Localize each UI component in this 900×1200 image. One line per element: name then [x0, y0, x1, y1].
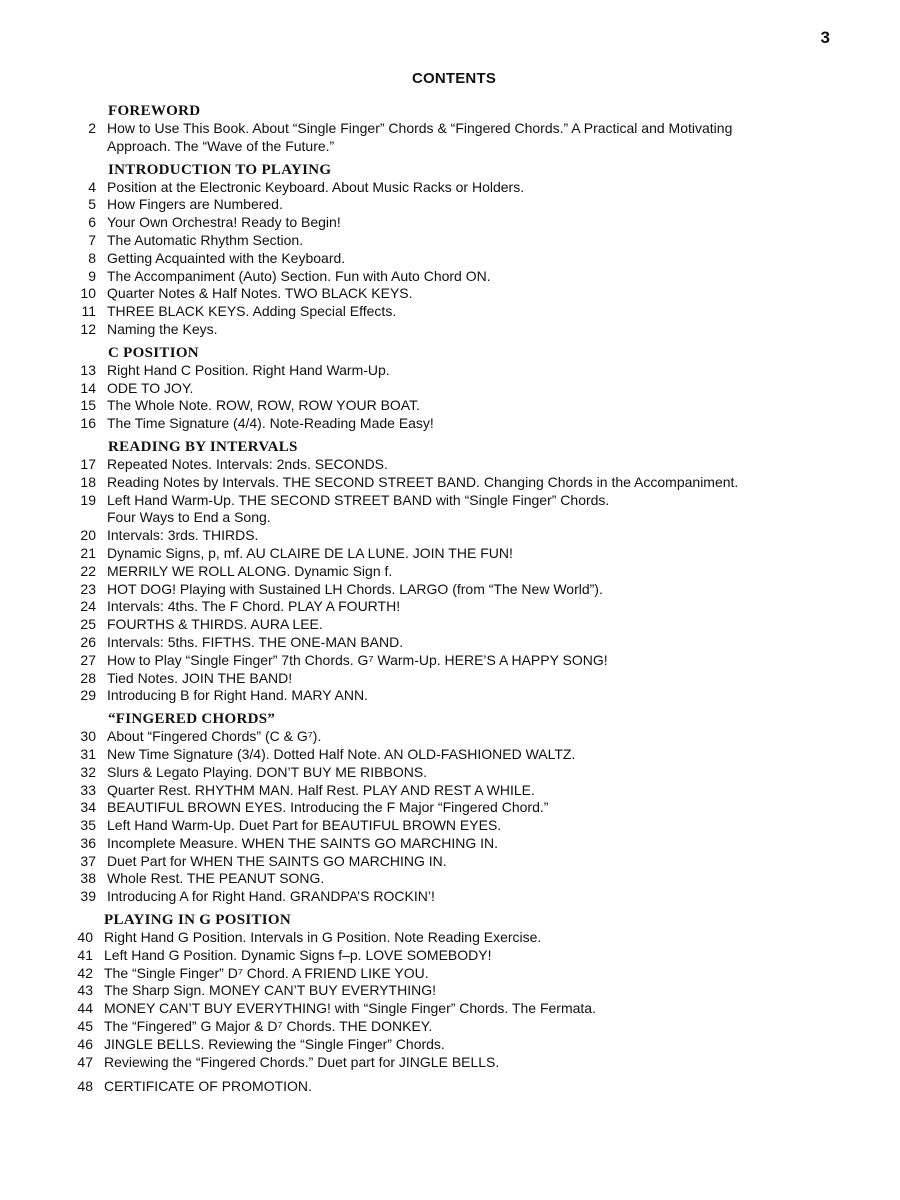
entry-page-number: 21 [80, 544, 96, 561]
toc-entry [0, 1036, 900, 1054]
toc-entry [0, 782, 900, 800]
entry-page-number: 11 [81, 303, 96, 320]
toc-entry [0, 232, 900, 250]
entry-text: The Automatic Rhythm Section. [107, 231, 304, 248]
entry-page-number: 32 [80, 763, 96, 780]
toc-entry [0, 397, 900, 415]
toc-entry [0, 196, 900, 214]
toc-section [0, 711, 900, 906]
toc-entry [0, 415, 900, 433]
entry-text: The “Single Finger” D⁷ Chord. A FRIEND LIKE YOU. [104, 964, 429, 981]
entry-page-number: 23 [80, 580, 96, 597]
toc-entry [0, 817, 900, 835]
entry-text: Quarter Rest. RHYTHM MAN. Half Rest. PLAY AND REST A WHILE. [107, 781, 535, 798]
entry-page-number: 33 [80, 781, 96, 798]
toc-entry [0, 380, 900, 398]
entry-text: Reviewing the “Fingered Chords.” Duet part for JINGLE BELLS. [104, 1053, 500, 1070]
page-number: 3 [820, 28, 830, 47]
entry-text: Slurs & Legato Playing. DON’T BUY ME RIBBONS. [107, 763, 428, 780]
entry-page-number: 38 [80, 870, 96, 887]
entry-page-number: 46 [77, 1035, 93, 1052]
toc-section [0, 103, 900, 156]
entry-page-number: 35 [80, 817, 96, 834]
entry-text: CERTIFICATE OF PROMOTION. [104, 1078, 312, 1095]
entry-page-number: 42 [77, 964, 93, 981]
entry-page-number: 22 [80, 562, 96, 579]
entry-text: The Whole Note. ROW, ROW, ROW YOUR BOAT. [107, 397, 420, 414]
toc-entry [0, 598, 900, 616]
toc-section [0, 912, 900, 1096]
entry-page-number: 44 [77, 1000, 93, 1017]
entry-page-number: 39 [80, 888, 96, 905]
entry-text: MONEY CAN’T BUY EVERYTHING! with “Single Finger” Chords. The Fermata. [104, 1000, 596, 1017]
section-heading: “FINGERED CHORDS” [108, 711, 276, 728]
entry-page-number: 7 [88, 231, 96, 248]
entry-page-number: 13 [80, 361, 96, 378]
toc-entry [0, 268, 900, 286]
toc-section [0, 345, 900, 433]
entry-text: Right Hand C Position. Right Hand Warm-Up. [107, 361, 390, 378]
entry-text: How Fingers are Numbered. [107, 196, 283, 213]
toc-entry [0, 652, 900, 670]
toc-entry [0, 888, 900, 906]
toc-entry [0, 670, 900, 688]
entry-text: Intervals: 3rds. THIRDS. [107, 527, 259, 544]
entry-page-number: 40 [77, 929, 93, 946]
toc-entry [0, 1054, 900, 1072]
entry-page-number: 18 [80, 473, 96, 490]
toc-entry [0, 965, 900, 983]
entry-page-number: 31 [80, 745, 96, 762]
toc-entry [0, 563, 900, 581]
entry-text: Your Own Orchestra! Ready to Begin! [107, 214, 341, 231]
entry-text: How to Play “Single Finger” 7th Chords. G⁷ Warm-Up. HERE’S A HAPPY SONG! [107, 651, 608, 668]
entry-text: HOT DOG! Playing with Sustained LH Chords. LARGO (from “The New World”). [107, 580, 603, 597]
entry-text: BEAUTIFUL BROWN EYES. Introducing the F Major “Fingered Chord.” [107, 799, 549, 816]
toc-entry [0, 634, 900, 652]
entry-text: Introducing B for Right Hand. MARY ANN. [107, 687, 368, 704]
entry-page-number: 16 [80, 415, 96, 432]
entry-text: How to Use This Book. About “Single Finger” Chords & “Fingered Chords.” A Practical and Motivating Approach. The “Wave of the Future.” [107, 120, 733, 154]
toc-entry [0, 616, 900, 634]
entry-text: Position at the Electronic Keyboard. About Music Racks or Holders. [107, 178, 525, 195]
entry-text: Right Hand G Position. Intervals in G Position. Note Reading Exercise. [104, 929, 542, 946]
entry-text: Reading Notes by Intervals. THE SECOND STREET BAND. Changing Chords in the Accompaniment. [107, 473, 739, 490]
entry-text: JINGLE BELLS. Reviewing the “Single Finger” Chords. [104, 1035, 445, 1052]
entry-text: Introducing A for Right Hand. GRANDPA’S ROCKIN’! [107, 888, 435, 905]
toc-entry [0, 1078, 900, 1096]
entry-text: Incomplete Measure. WHEN THE SAINTS GO MARCHING IN. [107, 834, 499, 851]
entry-text: Intervals: 4ths. The F Chord. PLAY A FOURTH! [107, 598, 401, 615]
toc-entry [0, 1000, 900, 1018]
section-heading: FOREWORD [108, 103, 201, 119]
entry-text: Repeated Notes. Intervals: 2nds. SECONDS. [107, 455, 388, 472]
toc-entry [0, 303, 900, 321]
toc-entry [0, 456, 900, 474]
toc-section [0, 439, 900, 705]
entry-text: FOURTHS & THIRDS. AURA LEE. [107, 616, 323, 633]
entry-page-number: 41 [77, 946, 93, 963]
entry-page-number: 2 [88, 120, 96, 136]
entry-page-number: 20 [80, 527, 96, 544]
toc-entry [0, 687, 900, 705]
entry-text: Left Hand Warm-Up. Duet Part for BEAUTIFUL BROWN EYES. [107, 817, 502, 834]
entry-text: The Accompaniment (Auto) Section. Fun with Auto Chord ON. [107, 267, 491, 284]
entry-text: The Time Signature (4/4). Note-Reading Made Easy! [107, 415, 434, 432]
section-heading: PLAYING IN G POSITION [104, 912, 292, 929]
entry-page-number: 45 [77, 1018, 93, 1035]
entry-page-number: 27 [80, 651, 96, 668]
toc-entry [0, 581, 900, 599]
toc-entry [0, 321, 900, 339]
entry-page-number: 15 [80, 397, 96, 414]
entry-page-number: 47 [77, 1053, 93, 1070]
entry-text: New Time Signature (3/4). Dotted Half Note. AN OLD-FASHIONED WALTZ. [107, 745, 576, 762]
entry-page-number: 4 [88, 178, 96, 195]
toc-entry [0, 853, 900, 871]
entry-text: About “Fingered Chords” (C & G⁷). [107, 728, 322, 745]
entry-page-number: 14 [80, 379, 96, 396]
entry-page-number: 37 [80, 852, 96, 869]
table-of-contents [0, 103, 900, 1096]
entry-text: Left Hand Warm-Up. THE SECOND STREET BAND with “Single Finger” Chords. Four Ways to End a Song. [107, 491, 610, 526]
toc-entry [0, 1018, 900, 1036]
entry-page-number: 19 [80, 491, 96, 508]
entry-text: The Sharp Sign. MONEY CAN’T BUY EVERYTHING! [104, 982, 436, 999]
entry-page-number: 48 [77, 1078, 93, 1095]
entry-text: Getting Acquainted with the Keyboard. [107, 249, 346, 266]
toc-entry [0, 947, 900, 965]
toc-section [0, 162, 900, 339]
toc-entry [0, 492, 900, 528]
entry-page-number: 36 [80, 834, 96, 851]
entry-page-number: 10 [80, 285, 96, 302]
toc-entry [0, 746, 900, 764]
toc-entry [0, 362, 900, 380]
toc-entry [0, 179, 900, 197]
entry-page-number: 28 [80, 669, 96, 686]
entry-page-number: 25 [80, 616, 96, 633]
toc-entry [0, 870, 900, 888]
entry-text: Dynamic Signs, p, mf. AU CLAIRE DE LA LUNE. JOIN THE FUN! [107, 544, 513, 561]
entry-page-number: 24 [80, 598, 96, 615]
toc-entry [0, 120, 900, 156]
entry-page-number: 29 [80, 687, 96, 704]
entry-text: Left Hand G Position. Dynamic Signs f–p. LOVE SOMEBODY! [104, 946, 492, 963]
entry-page-number: 17 [80, 455, 96, 472]
entry-text: Duet Part for WHEN THE SAINTS GO MARCHING IN. [107, 852, 447, 869]
entry-page-number: 12 [80, 320, 96, 337]
toc-entry [0, 285, 900, 303]
section-heading: INTRODUCTION TO PLAYING [108, 161, 332, 178]
section-heading: READING BY INTERVALS [108, 438, 298, 455]
toc-entry [0, 250, 900, 268]
entry-text: Naming the Keys. [107, 320, 218, 337]
entry-page-number: 34 [80, 799, 96, 816]
toc-entry [0, 728, 900, 746]
entry-text: Intervals: 5ths. FIFTHS. THE ONE-MAN BAND. [107, 633, 404, 650]
entry-text: Whole Rest. THE PEANUT SONG. [107, 870, 325, 887]
entry-page-number: 8 [88, 249, 96, 266]
toc-entry [0, 545, 900, 563]
page-title: CONTENTS [411, 70, 497, 87]
toc-entry [0, 474, 900, 492]
entry-text: Tied Notes. JOIN THE BAND! [107, 669, 293, 686]
entry-page-number: 6 [88, 214, 96, 231]
toc-entry [0, 982, 900, 1000]
entry-page-number: 9 [88, 267, 96, 284]
section-heading: C POSITION [108, 344, 199, 361]
entry-page-number: 43 [77, 982, 93, 999]
entry-text: MERRILY WE ROLL ALONG. Dynamic Sign f. [107, 562, 393, 579]
toc-entry [0, 799, 900, 817]
toc-entry [0, 214, 900, 232]
entry-text: Quarter Notes & Half Notes. TWO BLACK KEYS. [107, 285, 413, 302]
entry-page-number: 5 [88, 196, 96, 213]
toc-entry [0, 929, 900, 947]
toc-entry [0, 764, 900, 782]
toc-entry [0, 527, 900, 545]
entry-text: ODE TO JOY. [107, 379, 194, 396]
entry-page-number: 30 [80, 728, 96, 745]
entry-page-number: 26 [80, 633, 96, 650]
toc-entry [0, 835, 900, 853]
entry-text: The “Fingered” G Major & D⁷ Chords. THE DONKEY. [104, 1018, 433, 1035]
entry-text: THREE BLACK KEYS. Adding Special Effects. [107, 303, 397, 320]
